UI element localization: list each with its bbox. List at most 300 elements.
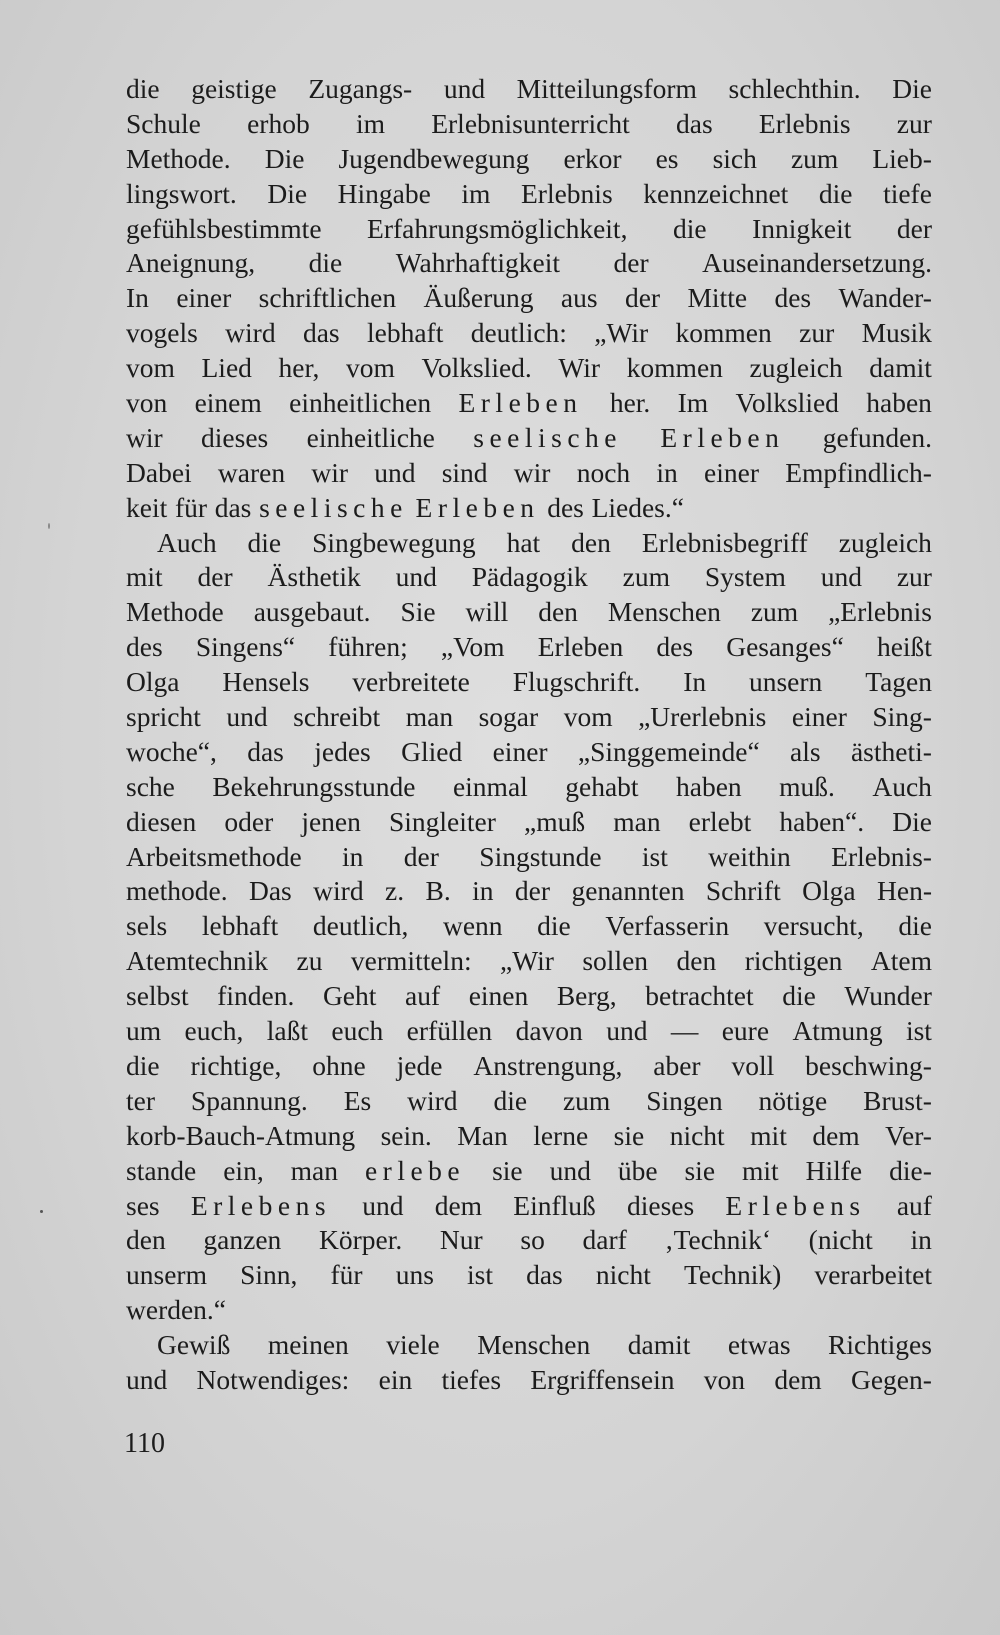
word: genannten [571, 875, 685, 907]
spaced-emphasis: seelische [473, 421, 623, 453]
text-line [126, 351, 932, 386]
word: Mitteilungsform [516, 73, 697, 104]
word: Olga [802, 875, 856, 907]
word: erkor [563, 142, 622, 174]
word: haben [676, 770, 742, 802]
word: laßt [266, 1015, 308, 1047]
word: einen [468, 980, 529, 1012]
text-line [126, 874, 932, 909]
word: wir [311, 456, 348, 488]
word: waren [217, 456, 286, 488]
word: Einfluß [513, 1189, 596, 1221]
word: Verfasserin [605, 910, 730, 942]
word: unserm [126, 1259, 207, 1291]
word: Sie [400, 596, 436, 628]
page-text [126, 72, 932, 1398]
word: sogar [478, 701, 539, 733]
word: ausgebaut. [253, 596, 371, 628]
word: dieses [626, 1189, 695, 1221]
word: das [676, 107, 713, 139]
word: ohne [312, 1049, 366, 1081]
word: Wir [558, 352, 601, 384]
word: (nicht [808, 1224, 873, 1256]
word: führen; [328, 631, 408, 663]
word: „Wir [500, 945, 554, 977]
word: der [613, 247, 649, 279]
word: in [656, 456, 678, 488]
word: um [126, 1015, 162, 1047]
word: das [214, 491, 252, 523]
word: einer [176, 282, 232, 314]
text-line [126, 700, 932, 735]
text-line [126, 1189, 932, 1224]
word: gehabt [565, 770, 639, 802]
word: finden. [217, 980, 295, 1012]
word: ganzen [203, 1224, 282, 1256]
word: Erlebnis [521, 177, 613, 209]
word: ein, [223, 1154, 264, 1186]
word: zum [622, 561, 671, 593]
word: Auch [157, 526, 217, 558]
word: richtige, [190, 1049, 282, 1081]
text-line [126, 386, 932, 421]
word: werden.“ [126, 1294, 227, 1326]
word: Das [248, 875, 292, 907]
word: zugleich [749, 352, 843, 384]
word: kommen [626, 352, 723, 384]
word: des [126, 631, 163, 663]
word: mit [126, 561, 163, 593]
word: Tagen [865, 666, 932, 698]
word: Mitte [687, 282, 748, 314]
word: davon [515, 1015, 583, 1047]
text-line [126, 840, 932, 875]
word: lerne [533, 1119, 589, 1151]
word: Aneignung, [126, 247, 256, 279]
word: zugleich [838, 526, 932, 558]
word: ist [467, 1259, 493, 1291]
word: und [820, 561, 862, 593]
spaced-emphasis: erlebe [364, 1154, 466, 1186]
word: den [538, 596, 578, 628]
word: System [704, 561, 786, 593]
text-line [126, 560, 932, 595]
word: erfüllen [406, 1015, 493, 1047]
word: nicht [669, 1119, 725, 1151]
word: versucht, [763, 910, 864, 942]
word: vom [563, 701, 613, 733]
word: z. [385, 875, 405, 907]
word: im [355, 107, 385, 139]
word: gefunden. [822, 421, 932, 453]
word: Menschen [607, 596, 721, 628]
word: korb-Bauch-Atmung [126, 1119, 356, 1151]
word [259, 491, 408, 526]
word: Bekehrungsstunde [212, 770, 416, 802]
word: Die [892, 805, 932, 837]
word: Singleiter [388, 805, 496, 837]
word: auf [404, 980, 441, 1012]
word: des [547, 491, 584, 523]
word: Dabei [126, 456, 192, 488]
text-line [126, 177, 932, 212]
word: die [126, 1049, 160, 1081]
word: Körper. [318, 1224, 403, 1256]
word: einer [791, 701, 847, 733]
word: das [526, 1259, 563, 1291]
word: nicht [595, 1259, 651, 1291]
text-line [126, 909, 932, 944]
word: euch [331, 1015, 384, 1047]
word: des [656, 631, 694, 663]
word: Wahrhaftigkeit [395, 247, 560, 279]
word: Empfindlich- [785, 456, 932, 488]
word: ist [641, 840, 668, 872]
word: mit [750, 1119, 787, 1151]
word: — [670, 1015, 699, 1047]
word: einmal [452, 770, 528, 802]
word: man [405, 701, 454, 733]
word: In [126, 282, 149, 314]
word: lebhaft [366, 317, 444, 349]
word: Atemtechnik [126, 945, 269, 977]
word: Ver- [885, 1119, 932, 1151]
word: Auseinandersetzung. [702, 247, 932, 279]
word: vogels [126, 317, 198, 349]
word: Hilfe [805, 1154, 863, 1186]
word: sein. [380, 1119, 432, 1151]
word: Singstunde [479, 840, 602, 872]
word: Volkslied. [421, 352, 532, 384]
word: die [493, 1084, 528, 1116]
word: Spannung. [190, 1084, 308, 1116]
word: etwas [727, 1329, 791, 1361]
word: her. [609, 387, 651, 419]
word: die [247, 526, 282, 558]
word: „Urerlebnis [638, 701, 767, 733]
word: zur [896, 107, 932, 139]
word: im [461, 177, 491, 209]
word: ästheti- [850, 735, 932, 767]
word: die [126, 73, 160, 104]
word: Methode [126, 596, 224, 628]
word [365, 1154, 465, 1189]
word [458, 386, 582, 421]
word: stande [126, 1154, 197, 1186]
word: Ästhetik [267, 561, 361, 593]
word: woche“, [126, 735, 217, 767]
word: schlechthin. [728, 73, 861, 104]
word: jenen [301, 805, 361, 837]
text-line [126, 246, 932, 281]
word: kommen [675, 317, 772, 349]
word: Man [457, 1119, 508, 1151]
word: Wander- [838, 282, 932, 314]
text-line [126, 1084, 932, 1119]
word: des [774, 282, 812, 314]
word: sich [712, 142, 757, 174]
text-line [126, 107, 932, 142]
word: nötige [758, 1084, 828, 1116]
text-line [126, 421, 932, 456]
word: einheitlichen [289, 387, 432, 419]
word: ist [905, 1015, 932, 1047]
word: wir [513, 456, 551, 488]
word: Es [343, 1084, 372, 1116]
word: oder [224, 805, 274, 837]
word: der [197, 561, 233, 593]
word: lingswort. [126, 177, 237, 209]
spaced-emphasis: seelische [259, 491, 408, 523]
spaced-emphasis: Erlebens [190, 1189, 332, 1221]
word: Gewiß [157, 1329, 231, 1361]
word: Atmung [792, 1015, 883, 1047]
word: „Erlebnis [828, 596, 932, 628]
word: und [549, 1154, 591, 1186]
word: Wunder [844, 980, 932, 1012]
word: Die [267, 177, 308, 209]
word: die [782, 980, 816, 1012]
word: sels [126, 910, 168, 942]
word: methode. [126, 875, 228, 907]
word: Erlebnisbegriff [641, 526, 808, 558]
word: auf [896, 1189, 932, 1221]
word: voll [731, 1049, 775, 1081]
text-line [126, 665, 932, 700]
word: die [537, 910, 571, 942]
word: der [403, 840, 439, 872]
word: das [302, 317, 340, 349]
text-line [126, 316, 932, 351]
word: dem [434, 1189, 483, 1221]
word: gefühlsbestimmte [126, 212, 322, 244]
word: Pädagogik [471, 561, 588, 593]
word: Ergriffensein [530, 1363, 675, 1395]
text-line [126, 142, 932, 177]
word: Nur [439, 1224, 483, 1256]
word: haben“. [779, 805, 865, 837]
word: man [290, 1154, 339, 1186]
word: die [308, 247, 343, 279]
word: sche [126, 770, 175, 802]
word: „Vom [440, 631, 505, 663]
text-line [126, 735, 932, 770]
word: und [443, 73, 486, 104]
word: verbreitete [352, 666, 470, 698]
word: Anstrengung, [473, 1049, 623, 1081]
word: Volkslied [735, 387, 839, 419]
word: das [247, 735, 284, 767]
text-line [126, 281, 932, 316]
text-line [126, 72, 932, 107]
word [191, 1189, 331, 1224]
word: und [126, 1363, 168, 1395]
word: so [520, 1224, 545, 1256]
word: verarbeitet [814, 1259, 932, 1291]
word: Im [677, 387, 709, 419]
spaced-emphasis: Erlebens [725, 1189, 866, 1221]
word: wir [126, 421, 163, 453]
word: vom [126, 352, 175, 384]
word: Innigkeit [752, 212, 852, 244]
word: „Wir [594, 317, 649, 349]
word: B. [425, 875, 451, 907]
word: meinen [267, 1329, 349, 1361]
word [473, 421, 622, 456]
word: Richtiges [828, 1329, 932, 1361]
text-line [126, 805, 932, 840]
word: und [226, 701, 268, 733]
word: Erlebnisunterricht [431, 107, 630, 139]
word: ‚Technik‘ [664, 1224, 771, 1256]
word: beschwing- [805, 1049, 932, 1081]
word: Singen [646, 1084, 723, 1116]
word: Schrift [705, 875, 781, 907]
word: Flugschrift. [512, 666, 641, 698]
word: die [898, 910, 932, 942]
word: aber [653, 1049, 701, 1081]
word: einer [704, 456, 759, 488]
word: Musik [861, 317, 932, 349]
word: Hen- [877, 875, 932, 907]
word: dem [812, 1119, 860, 1151]
text-line [126, 456, 932, 491]
text-line [126, 770, 932, 805]
word: wenn [442, 910, 503, 942]
text-line [126, 1293, 932, 1328]
word [416, 491, 540, 526]
word: den [571, 526, 611, 558]
word: Zugangs- [308, 73, 413, 104]
word: Lieb- [872, 142, 932, 174]
text-line [126, 979, 932, 1014]
text-line [126, 1014, 932, 1049]
word: damit [869, 352, 932, 384]
word: vom [346, 352, 395, 384]
word: Sinn, [240, 1259, 298, 1291]
word: und [362, 1189, 404, 1221]
word: Äußerung [423, 282, 534, 314]
word: zur [799, 317, 835, 349]
word: der [624, 282, 661, 314]
word: lebhaft [201, 910, 279, 942]
word: Glied [401, 735, 463, 767]
word: der [514, 875, 551, 907]
word: euch, [184, 1015, 244, 1047]
word: Methode. [126, 142, 231, 174]
word: darf [582, 1224, 627, 1256]
text-line [126, 491, 932, 526]
word: Erfahrungsmöglichkeit, [367, 212, 628, 244]
text-line [126, 1049, 932, 1084]
word: zur [896, 561, 932, 593]
word: und [395, 561, 437, 593]
word: jede [396, 1049, 443, 1081]
word: Notwendiges: [196, 1363, 350, 1395]
margin-speck [40, 1210, 43, 1213]
word: noch [576, 456, 631, 488]
word: „Singgemeinde“ [577, 735, 760, 767]
word: Erleben [537, 631, 624, 663]
word: ses [126, 1189, 160, 1221]
word: ein [378, 1363, 413, 1395]
word: Menschen [477, 1329, 591, 1361]
word: muß. [779, 770, 835, 802]
word: schriftlichen [258, 282, 397, 314]
word: vermitteln: [350, 945, 472, 977]
word: Olga [126, 666, 180, 698]
word: mit [742, 1154, 779, 1186]
word: Singbewegung [312, 526, 476, 558]
word [660, 421, 784, 456]
word: richtigen [744, 945, 843, 977]
word: für [330, 1259, 363, 1291]
word: erhob [247, 107, 310, 139]
word: dem [774, 1363, 822, 1395]
word: Hensels [222, 666, 310, 698]
text-line [126, 1328, 932, 1363]
word: von [703, 1363, 746, 1395]
word: Auch [872, 770, 932, 802]
word: Arbeitsmethode [126, 840, 302, 872]
text-line [126, 212, 932, 247]
spaced-emphasis: Erleben [660, 421, 785, 453]
word: es [655, 142, 679, 174]
word: Liedes.“ [591, 491, 684, 523]
word: weithin [708, 840, 791, 872]
word: den [676, 945, 717, 977]
text-line [126, 526, 932, 561]
word: will [465, 596, 509, 628]
word: sollen [582, 945, 649, 977]
word: für [174, 491, 208, 523]
margin-speck [48, 523, 50, 529]
word: uns [395, 1259, 434, 1291]
word: erlebt [688, 805, 752, 837]
word [725, 1189, 865, 1224]
word: Berg, [556, 980, 617, 1012]
word: keit [126, 491, 168, 523]
word: zum [750, 596, 799, 628]
text-line [126, 944, 932, 979]
text-line [126, 1119, 932, 1154]
word: tiefe [883, 177, 932, 209]
word: tiefes [441, 1363, 502, 1395]
word: Erlebnis- [831, 840, 932, 872]
word: Lied [201, 352, 252, 384]
word: „muß [524, 805, 586, 837]
word: den [126, 1224, 166, 1256]
word: in [910, 1224, 932, 1256]
word: spricht [126, 701, 201, 733]
word: damit [627, 1329, 691, 1361]
word: Sing- [872, 701, 932, 733]
word: zum [790, 142, 839, 174]
word: sie [492, 1154, 523, 1186]
word: her, [278, 352, 320, 384]
word: Gegen- [850, 1363, 932, 1395]
word: aus [560, 282, 598, 314]
word: einheitliche [306, 421, 435, 453]
spaced-emphasis: Erleben [415, 491, 540, 523]
text-line [126, 1223, 932, 1258]
word: Technik) [683, 1259, 782, 1291]
word: einer [492, 735, 548, 767]
word: hat [506, 526, 541, 558]
word: deutlich, [312, 910, 409, 942]
word: Hingabe [337, 177, 431, 209]
text-line [126, 1363, 932, 1398]
